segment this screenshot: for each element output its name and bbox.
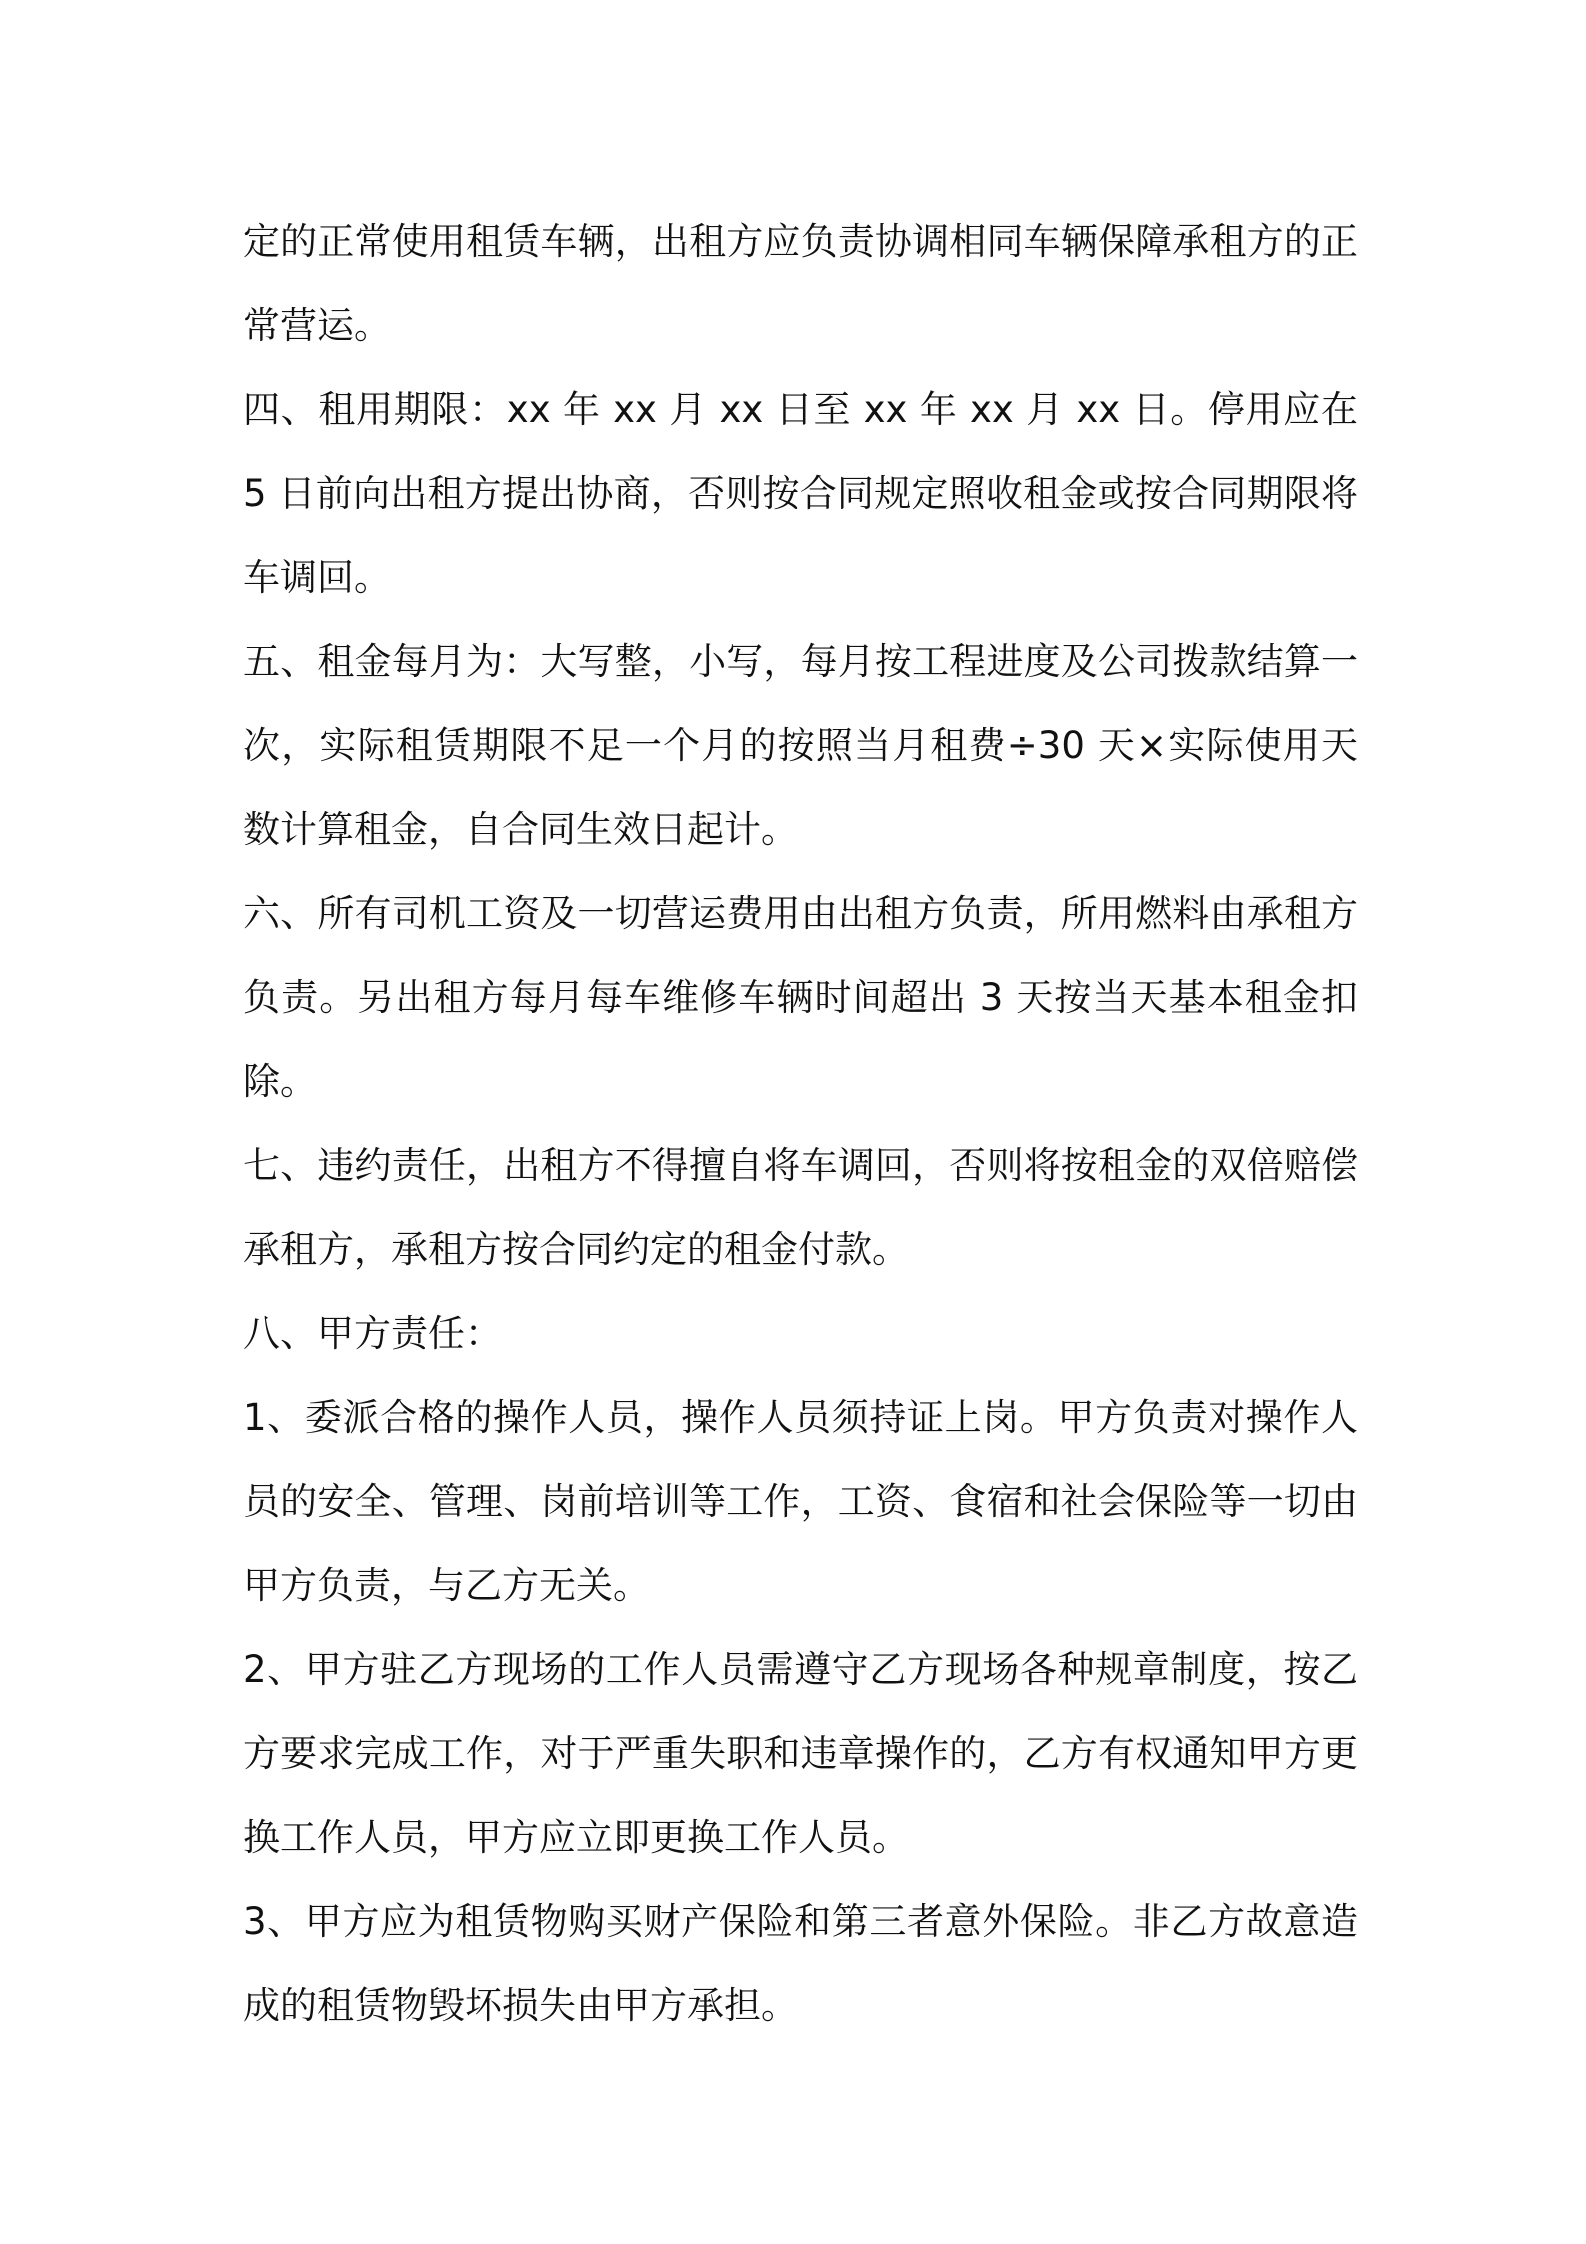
paragraph-vehicle-guarantee: 定的正常使用租赁车辆，出租方应负责协调相同车辆保障承租方的正常营运。 [243, 220, 1358, 347]
paragraph-driver-wages: 六、所有司机工资及一切营运费用由出租方负责，所用燃料由承租方负责。另出租方每月每车维修车辆时间超出 3 天按当天基本租金扣除。 [243, 892, 1358, 1103]
paragraph-party-a-item-2: 2、甲方驻乙方现场的工作人员需遵守乙方现场各种规章制度，按乙方要求完成工作，对于严重失职和违章操作的，乙方有权通知甲方更换工作人员，甲方应立即更换工作人员。 [243, 1648, 1358, 1859]
paragraph-monthly-rent: 五、租金每月为：大写整，小写，每月按工程进度及公司拨款结算一次，实际租赁期限不足一个月的按照当月租费÷30 天×实际使用天数计算租金，自合同生效日起计。 [243, 640, 1358, 851]
paragraph-party-a-item-1: 1、委派合格的操作人员，操作人员须持证上岗。甲方负责对操作人员的安全、管理、岗前培训等工作，工资、食宿和社会保险等一切由甲方负责，与乙方无关。 [243, 1396, 1358, 1607]
paragraph-party-a-heading: 八、甲方责任： [243, 1312, 502, 1355]
paragraph-party-a-item-3: 3、甲方应为租赁物购买财产保险和第三者意外保险。非乙方故意造成的租赁物毁坏损失由甲方承担。 [243, 1900, 1358, 2027]
paragraph-rental-period: 四、租用期限：xx 年 xx 月 xx 日至 xx 年 xx 月 xx 日。停用应在 5 日前向出租方提出协商，否则按合同规定照收租金或按合同期限将车调回。 [243, 388, 1358, 599]
document-body [243, 200, 1358, 2048]
paragraph-breach-liability: 七、违约责任，出租方不得擅自将车调回，否则将按租金的双倍赔偿承租方，承租方按合同约定的租金付款。 [243, 1144, 1358, 1271]
